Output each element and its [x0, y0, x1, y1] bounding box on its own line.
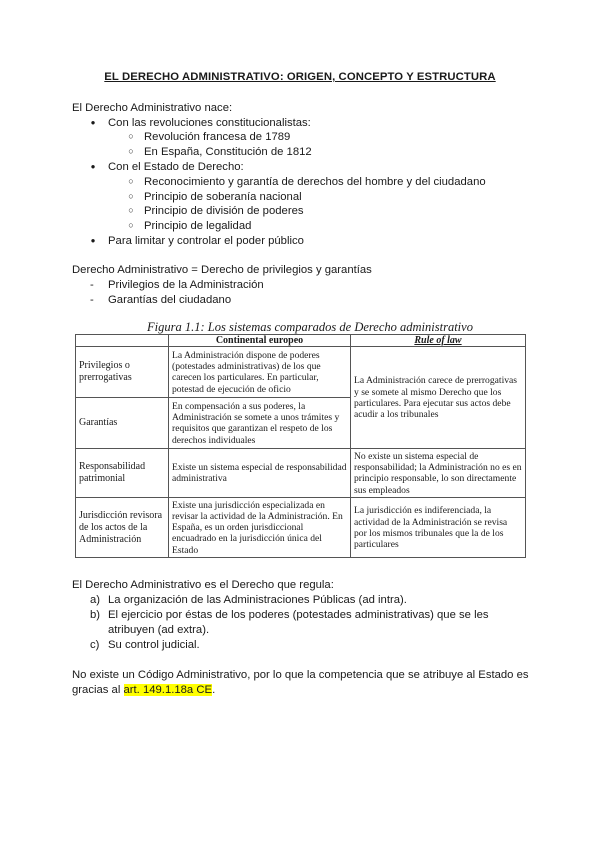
bullet-filled-icon [88, 160, 98, 172]
list-item: El ejercicio por éstas de los poderes (potestades administrativas) que se les [108, 609, 489, 621]
table-row [76, 347, 526, 398]
list-item: En España, Constitución de 1812 [144, 146, 312, 158]
list-item: La organización de las Administraciones Públicas (ad intra). [108, 594, 407, 606]
bullet-filled-icon [88, 234, 98, 246]
row-label: Jurisdicción revisora de los actos de la Administración [76, 498, 169, 558]
bullet-hollow-icon [126, 219, 136, 231]
table-header [76, 335, 169, 347]
bullet-hollow-icon [126, 175, 136, 187]
paragraph-line [72, 683, 215, 697]
list-marker: a) [90, 594, 101, 606]
highlighted-reference: art. 149.1.18a CE [123, 684, 213, 696]
bullet-hollow-icon [126, 204, 136, 216]
list-item: Principio de legalidad [144, 220, 252, 232]
bullet-hollow-icon [126, 190, 136, 202]
table-row [76, 498, 526, 558]
formula-line: Derecho Administrativo = Derecho de privilegios y garantías [72, 264, 372, 276]
bullet-hollow-icon [126, 130, 136, 142]
bullet-hollow-icon [126, 145, 136, 157]
list-item: Privilegios de la Administración [108, 279, 264, 291]
list-item: Principio de división de poderes [144, 205, 304, 217]
row-label: Privilegios o prerrogativas [76, 347, 169, 398]
dash-marker: - [90, 279, 94, 291]
list-item: Reconocimiento y garantía de derechos del hombre y del ciudadano [144, 176, 486, 188]
list-item: Su control judicial. [108, 639, 200, 651]
list-item: Para limitar y controlar el poder público [108, 235, 304, 247]
list-marker: b) [90, 609, 101, 621]
row-label: Responsabilidad patrimonial [76, 449, 169, 498]
dash-marker: - [90, 294, 94, 306]
list-item: atribuyen (ad extra). [108, 624, 210, 636]
table-cell: La Administración dispone de poderes (potestades administrativas) de los que carecen los particulares. En particular, potestad de ejecución de oficio [169, 347, 351, 398]
section1-intro: El Derecho Administrativo nace: [72, 102, 233, 114]
paragraph-text: gracias al [72, 684, 124, 696]
paragraph-line: No existe un Código Administrativo, por lo que la competencia que se atribuye al Estado es [72, 669, 529, 681]
page-title: EL DERECHO ADMINISTRATIVO: ORIGEN, CONCEPTO Y ESTRUCTURA [104, 71, 496, 83]
table-header: Rule of law [351, 335, 526, 347]
section3-intro: El Derecho Administrativo es el Derecho que regula: [72, 579, 334, 591]
list-item: Revolución francesa de 1789 [144, 131, 291, 143]
table-cell: Existe un sistema especial de responsabilidad administrativa [169, 449, 351, 498]
bullet-filled-icon [88, 116, 98, 128]
list-item: Principio de soberanía nacional [144, 191, 302, 203]
table-cell: Existe una jurisdicción especializada en revisar la actividad de la Administración. En España, es un orden jurisdiccional encuadrado en la jurisdicción única del Estado [169, 498, 351, 558]
table-cell: La Administración carece de prerrogativas y se somete al mismo Derecho que los particulares. Para ejecutar sus actos debe acudir a los tribunales [351, 347, 526, 449]
list-item: Con el Estado de Derecho: [108, 161, 244, 173]
table-cell: En compensación a sus poderes, la Administración se somete a unos trámites y requisitos que garantizan el respeto de los derechos individuales [169, 398, 351, 449]
paragraph-text: . [212, 684, 216, 696]
table-cell: No existe un sistema especial de responsabilidad; la Administración no es en principio responsable, lo son directamente sus empleados [351, 449, 526, 498]
list-marker: c) [90, 639, 100, 651]
comparison-table [75, 334, 526, 558]
list-item: Con las revoluciones constitucionalistas: [108, 117, 311, 129]
table-header: Continental europeo [169, 335, 351, 347]
figure-title: Figura 1.1: Los sistemas comparados de Derecho administrativo [147, 320, 473, 334]
row-label: Garantías [76, 398, 169, 449]
table-row [76, 449, 526, 498]
table-header-row [76, 335, 526, 347]
table-cell: La jurisdicción es indiferenciada, la actividad de la Administración se revisa por los mismos tribunales que la de los particulares [351, 498, 526, 558]
list-item: Garantías del ciudadano [108, 294, 232, 306]
